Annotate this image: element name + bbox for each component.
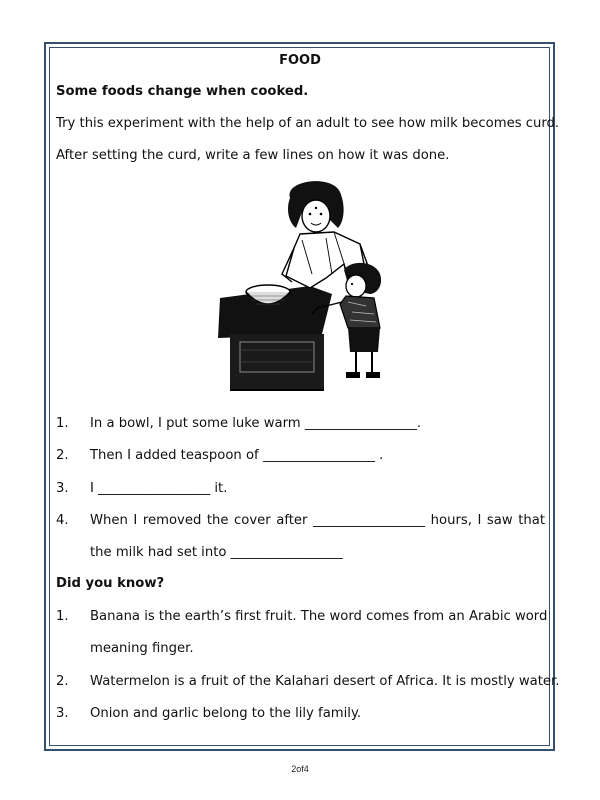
intro-line-2: After setting the curd, write a few lines on how it was done. [56,148,450,163]
fact-1-number: 1. [56,609,69,624]
page-number: 2of4 [291,764,309,774]
page-title: FOOD [279,53,321,68]
step-4-number: 4. [56,513,69,528]
step-4-continuation: the milk had set into _________________ [90,545,343,560]
fact-3-number: 3. [56,706,69,721]
fact-2-text: Watermelon is a fruit of the Kalahari desert of Africa. It is mostly water. [90,674,560,689]
fact-1-text: Banana is the earth’s first fruit. The word comes from an Arabic word [90,609,548,624]
intro-line-1: Try this experiment with the help of an adult to see how milk becomes curd. [56,116,560,131]
fact-2-number: 2. [56,674,69,689]
section-heading: Some foods change when cooked. [56,84,309,99]
step-1-number: 1. [56,416,69,431]
step-3-text: I _________________ it. [90,481,228,496]
fact-1-continuation: meaning finger. [90,641,194,656]
step-3-number: 3. [56,481,69,496]
step-2-number: 2. [56,448,69,463]
fact-3-text: Onion and garlic belong to the lily family. [90,706,362,721]
step-1-text: In a bowl, I put some luke warm _________________. [90,416,422,431]
step-2-text: Then I added teaspoon of _________________ . [90,448,384,463]
step-4-text: When I removed the cover after _________________ hours, I saw that [90,513,545,528]
facts-heading: Did you know? [56,576,165,591]
mother-and-child-mixing-bowl-illustration [214,178,386,396]
